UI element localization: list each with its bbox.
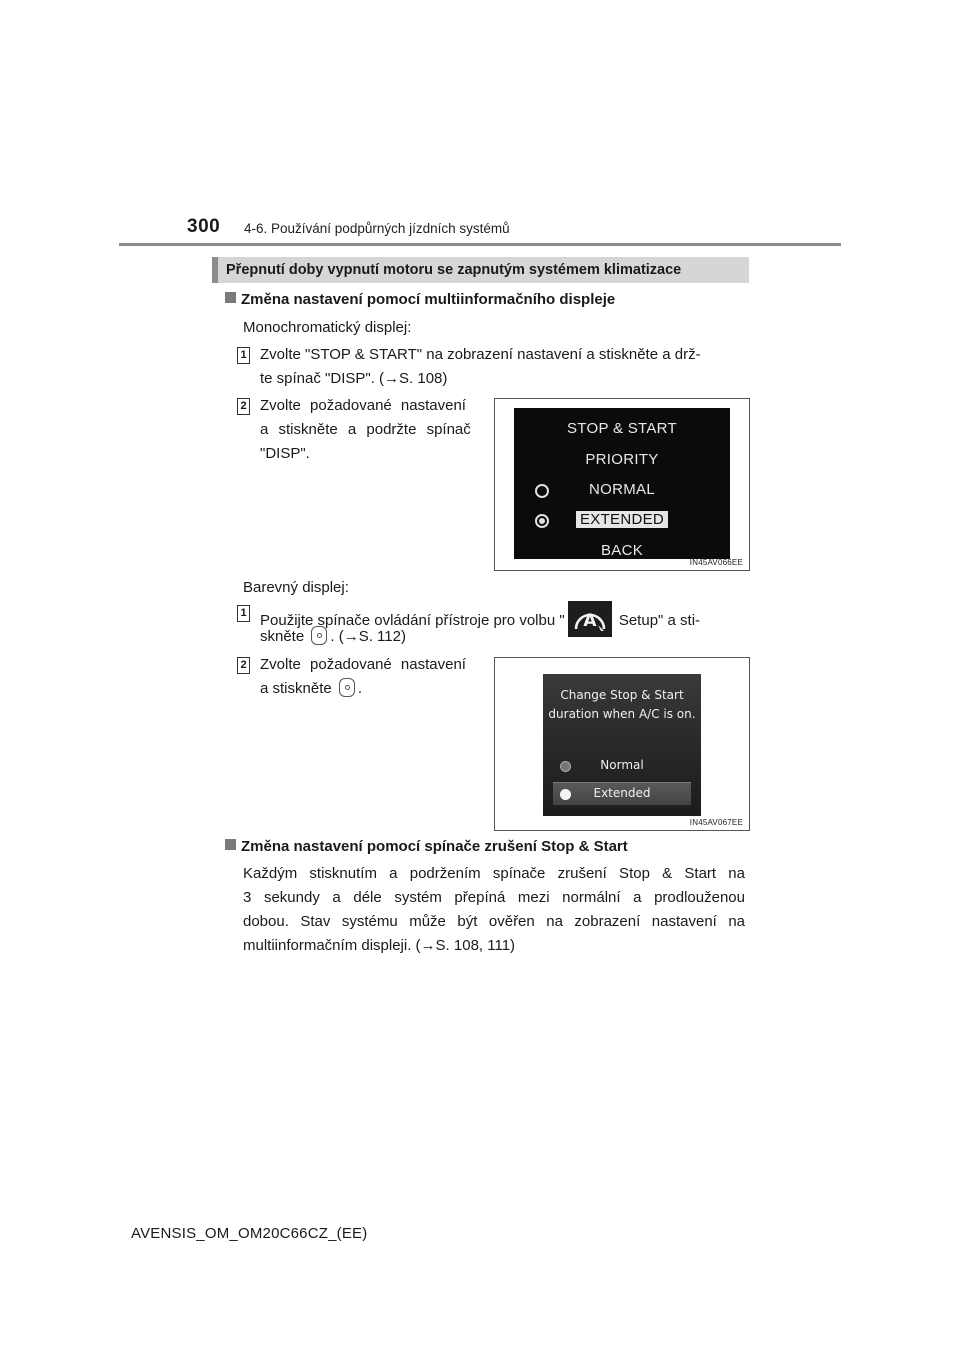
step-number-2: 2 (237, 657, 250, 674)
color-title-line1: Change Stop & Start (560, 688, 684, 702)
cancel-paragraph (243, 862, 745, 958)
topic-title-bar: Přepnutí doby vypnutí motoru se zapnutým systémem klimatizace (212, 257, 749, 283)
section-title: 4-6. Používání podpůrných jízdních systémů (244, 221, 510, 236)
mono-step2-text-line3: "DISP". (260, 445, 310, 462)
figure-code: IN45AV067EE (689, 818, 743, 827)
mono-line-priority: PRIORITY (585, 451, 659, 468)
step-number-1: 1 (237, 347, 250, 364)
figure-color-display (494, 657, 750, 831)
mono-line-extended: EXTENDED (514, 511, 730, 528)
enter-button-icon (339, 678, 355, 697)
mono-step1-text-line1: Zvolte "STOP & START" na zobrazení nastavení a stiskněte a drž- (260, 346, 701, 363)
color-step2-text-line1: Zvolte požadované nastavení (260, 656, 466, 673)
step-number-2: 2 (237, 398, 250, 415)
footer-document-code: AVENSIS_OM_OM20C66CZ_(EE) (131, 1225, 368, 1242)
mono-step1-text-line2: te spínač "DISP". (→S. 108) (260, 370, 448, 387)
figure-mono-display (494, 398, 750, 571)
mono-screen (514, 408, 730, 559)
mono-step2-text-line1: Zvolte požadované nastavení (260, 397, 466, 414)
step-number-1: 1 (237, 605, 250, 622)
bullet-square-icon (225, 839, 236, 850)
enter-button-icon (311, 626, 327, 645)
figure-code: IN45AV066EE (689, 558, 743, 567)
mono-step2-text-line2: a stiskněte a podržte spínač (260, 421, 471, 438)
mono-line-back: BACK (600, 542, 644, 559)
heading-cancel-switch: Změna nastavení pomocí spínače zrušení Stop & Start (225, 838, 628, 855)
mono-line-stop-start: STOP & START (566, 420, 678, 437)
cancel-paragraph-line2: 3 sekundy a déle systém přepíná mezi normální a prodlouženou (243, 889, 745, 906)
option-extended-selected: Extended (553, 782, 691, 806)
color-step2-text-line2: a stiskněte . (260, 680, 363, 697)
setup-a-icon (568, 601, 612, 637)
cancel-paragraph-line3: dobou. Stav systému může být ověřen na zobrazení nastavení na (243, 913, 745, 930)
cancel-paragraph-line4: multiinformačním displeji. (→S. 108, 111) (243, 937, 516, 954)
color-screen (543, 674, 701, 816)
page-number: 300 (187, 216, 221, 237)
header-divider (119, 243, 841, 246)
color-display-label: Barevný displej: (243, 579, 349, 596)
color-step1-text-line1: Použijte spínače ovládání přístroje pro volbu " A Setup" a sti- (260, 601, 700, 637)
bullet-square-icon (225, 292, 236, 303)
heading-multi-display: Změna nastavení pomocí multiinformačního displeje (225, 291, 615, 308)
svg-text:A: A (583, 611, 597, 631)
color-step1-text-line2: skněte . (→S. 112) (260, 628, 406, 645)
color-title-line2: duration when A/C is on. (548, 707, 696, 721)
mono-display-label: Monochromatický displej: (243, 319, 412, 336)
mono-line-normal: NORMAL (589, 481, 655, 498)
option-normal: Normal (553, 755, 691, 777)
cancel-paragraph-line1: Každým stisknutím a podržením spínače zrušení Stop & Start na (243, 865, 745, 882)
